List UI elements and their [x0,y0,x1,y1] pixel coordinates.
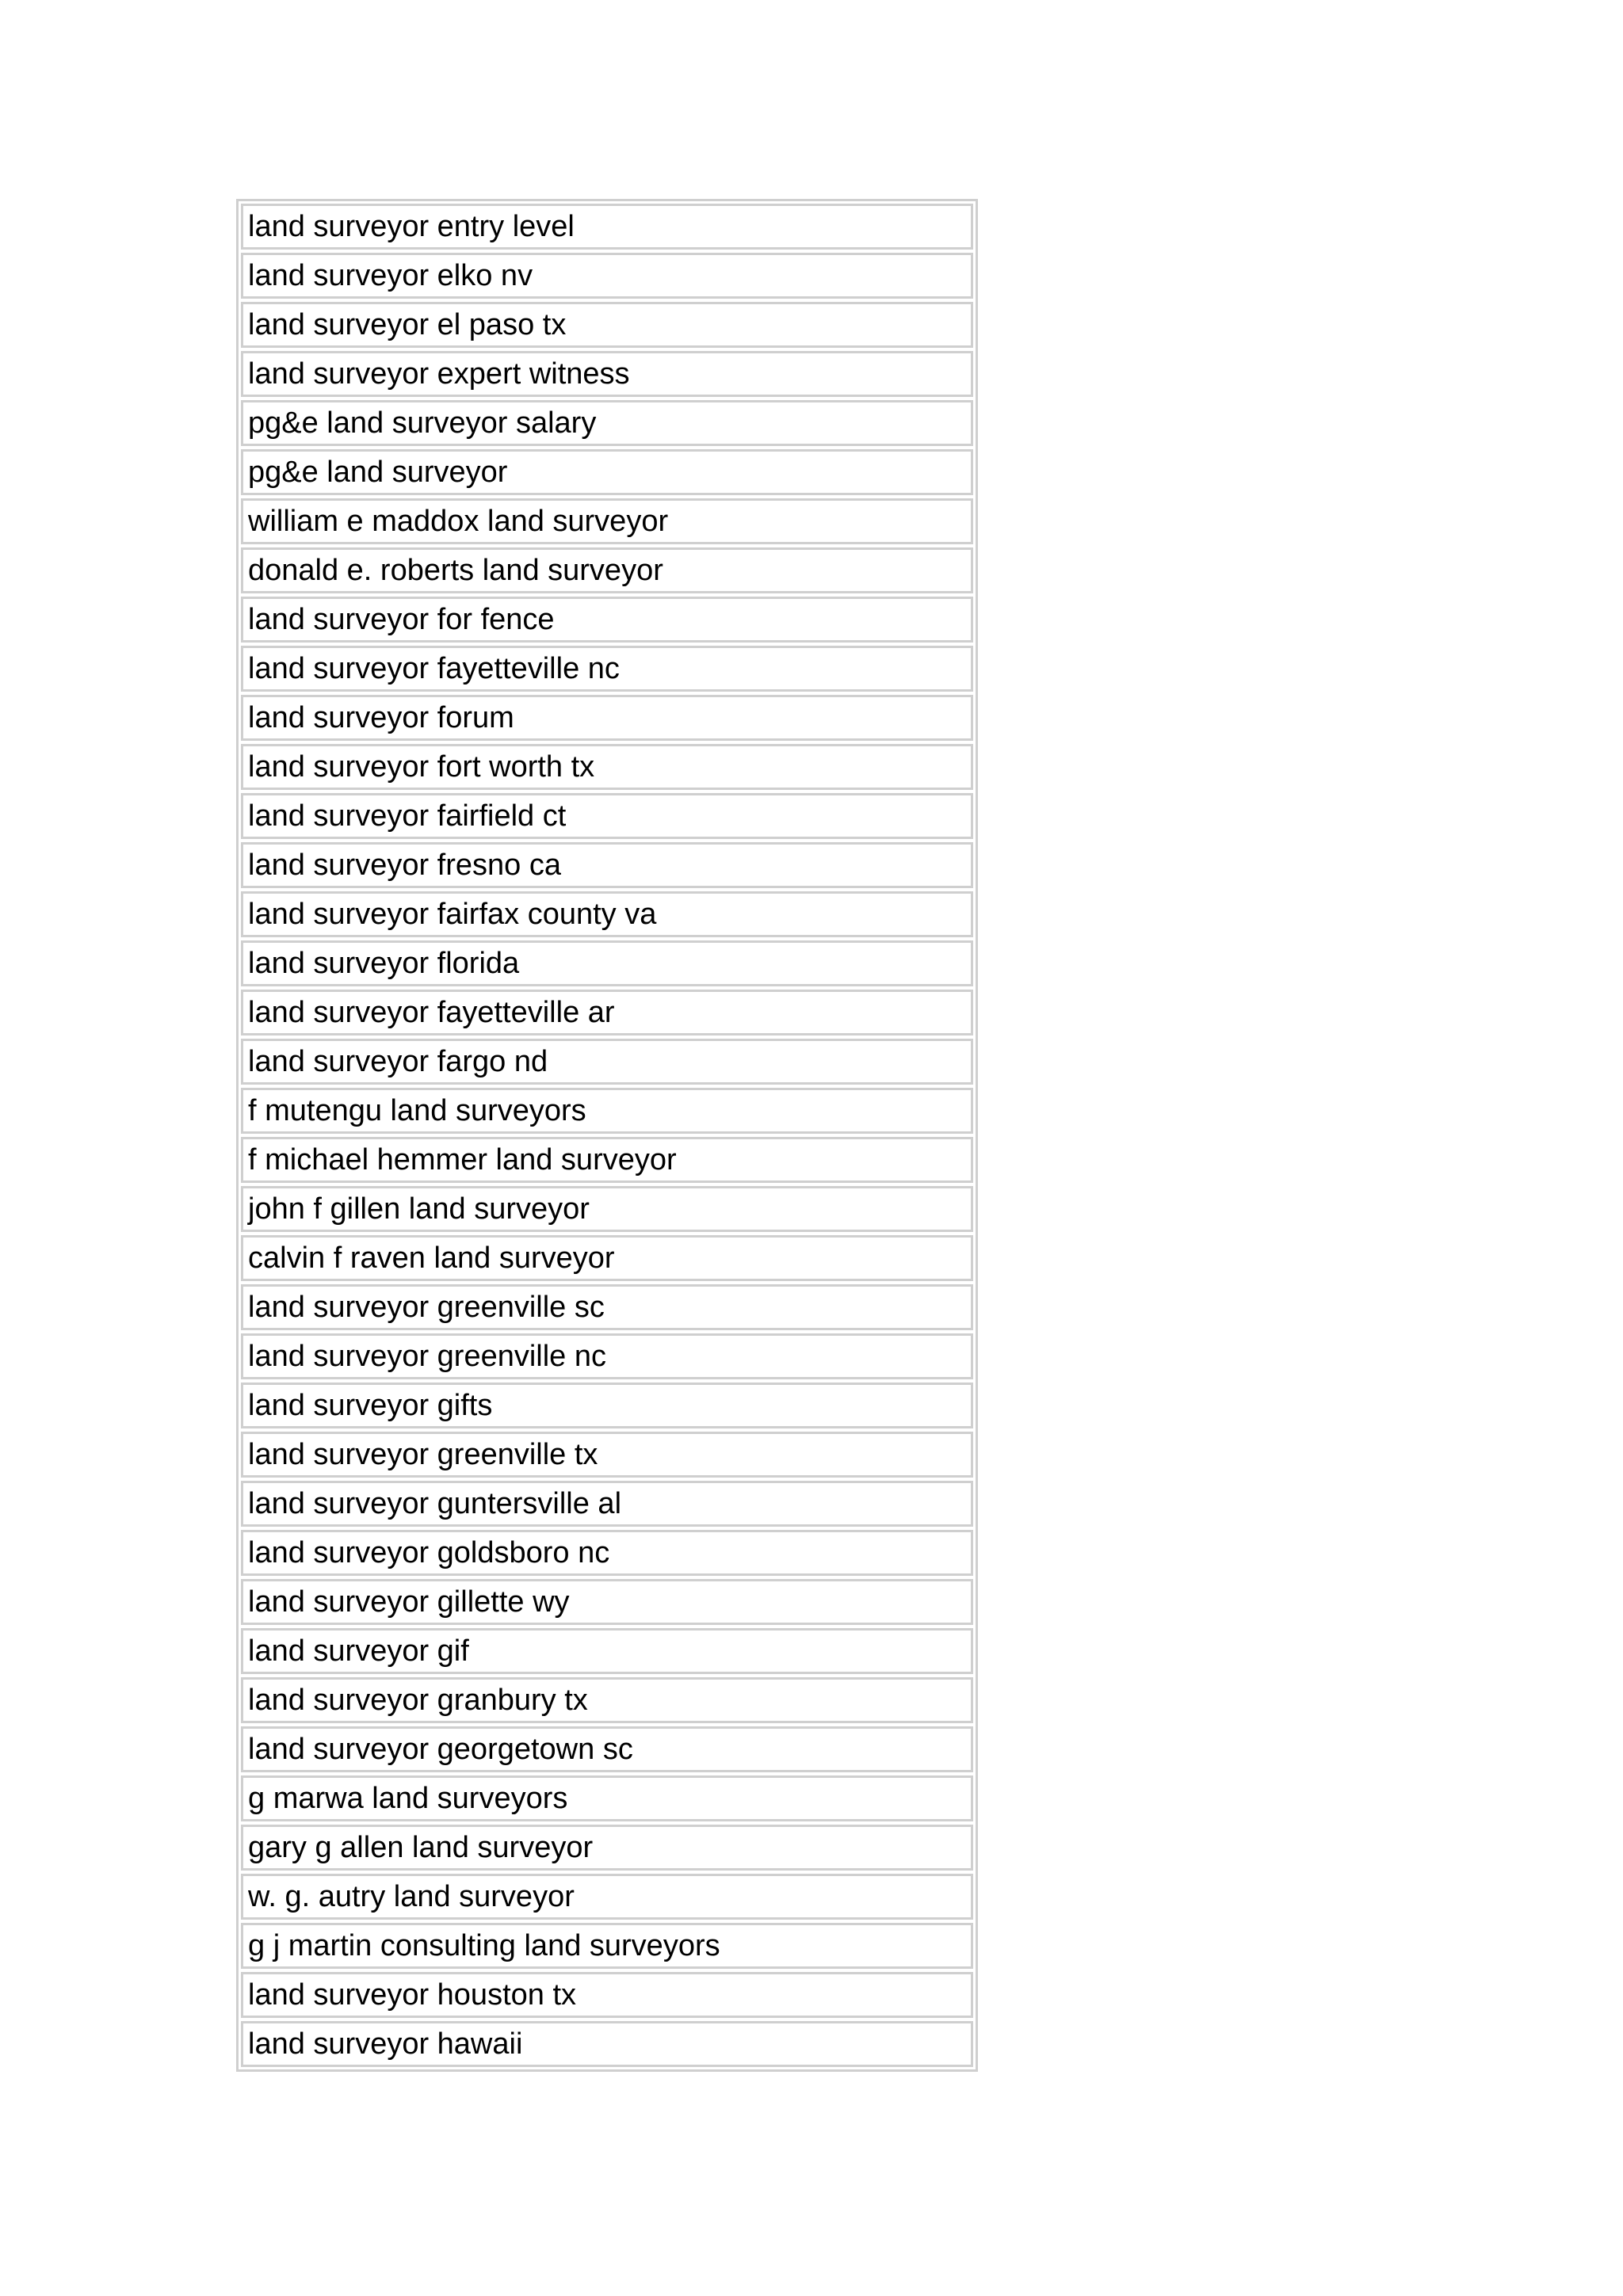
table-row: land surveyor greenville nc [241,1333,973,1379]
keyword-table [236,199,978,2072]
table-row: land surveyor fairfield ct [241,793,973,839]
table-row: land surveyor granbury tx [241,1677,973,1723]
table-row: calvin f raven land surveyor [241,1235,973,1281]
table-row: f mutengu land surveyors [241,1088,973,1134]
table-row: pg&e land surveyor [241,449,973,495]
table-row: land surveyor gifts [241,1383,973,1428]
table-row: land surveyor houston tx [241,1972,973,2018]
table-row: land surveyor fort worth tx [241,744,973,790]
table-row: land surveyor fargo nd [241,1039,973,1085]
table-row: land surveyor el paso tx [241,302,973,348]
table-row: land surveyor gif [241,1628,973,1674]
table-row: pg&e land surveyor salary [241,400,973,446]
table-row: land surveyor elko nv [241,253,973,299]
table-row: land surveyor greenville sc [241,1284,973,1330]
table-row: donald e. roberts land surveyor [241,547,973,593]
table-row: g j martin consulting land surveyors [241,1923,973,1969]
table-row: william e maddox land surveyor [241,498,973,544]
table-row: land surveyor for fence [241,597,973,643]
table-row: land surveyor gillette wy [241,1579,973,1625]
table-row: land surveyor expert witness [241,351,973,397]
table-row: gary g allen land surveyor [241,1825,973,1871]
table-row: land surveyor entry level [241,204,973,250]
table-row: land surveyor hawaii [241,2021,973,2067]
table-row: land surveyor georgetown sc [241,1726,973,1772]
table-row: land surveyor forum [241,695,973,741]
table-row: land surveyor goldsboro nc [241,1530,973,1576]
table-row: w. g. autry land surveyor [241,1874,973,1920]
table-row: land surveyor fayetteville nc [241,646,973,692]
table-row: land surveyor guntersville al [241,1481,973,1527]
table-row: land surveyor greenville tx [241,1432,973,1478]
table-row: john f gillen land surveyor [241,1186,973,1232]
table-row: f michael hemmer land surveyor [241,1137,973,1183]
table-row: g marwa land surveyors [241,1775,973,1821]
table-row: land surveyor fayetteville ar [241,990,973,1035]
table-row: land surveyor fresno ca [241,842,973,888]
table-row: land surveyor florida [241,940,973,986]
table-row: land surveyor fairfax county va [241,891,973,937]
